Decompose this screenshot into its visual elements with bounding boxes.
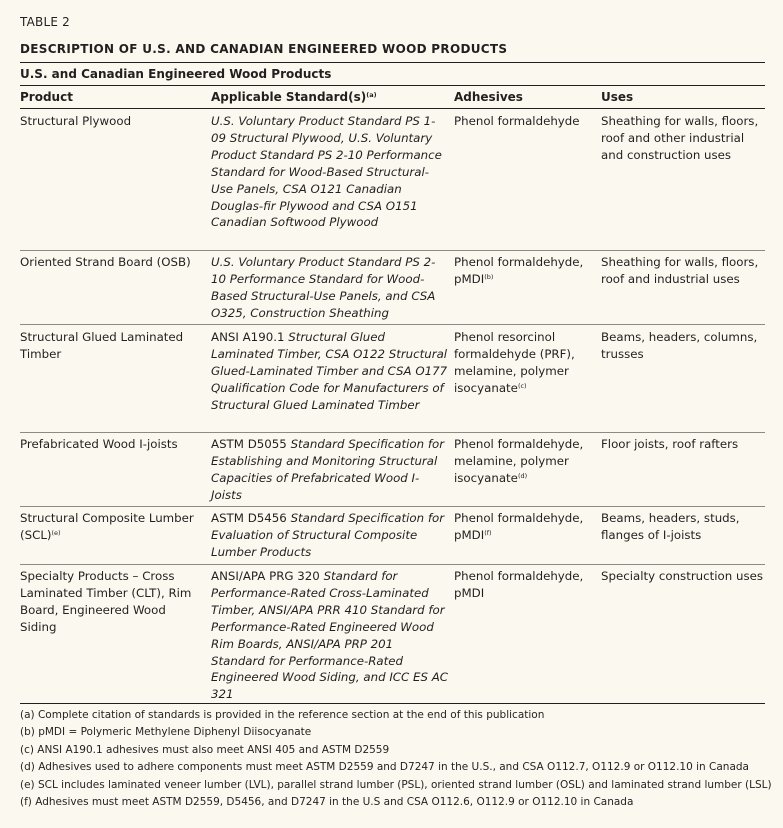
cell-standard [211, 568, 449, 703]
column-header-adhesives: Adhesives [454, 90, 523, 104]
adhesives-text: Phenol formaldehyde, pMDI [454, 255, 584, 286]
cell-standard [211, 510, 449, 561]
product-footnote: (e) [51, 528, 61, 537]
standard-id: ASTM D5456 [211, 511, 287, 525]
cell-standard [211, 254, 449, 322]
table-subtitle: U.S. and Canadian Engineered Wood Products [20, 67, 332, 81]
cell-adhesives [454, 113, 599, 130]
footnote: (b) pMDI = Polymeric Methylene Diphenyl Diisocyanate [20, 726, 312, 739]
product-text: Structural Composite Lumber (SCL) [20, 511, 194, 542]
standard-title: Standard Specification for Establishing and Monitoring Structural Capacities of Prefabricated Wood I-Joists [211, 437, 445, 502]
footnote: (f) Adhesives must meet ASTM D2559, D5456, and D7247 in the U.S and CSA O112.6, O112.9 or O112.10 in Canada [20, 796, 634, 809]
row-divider [20, 324, 765, 325]
standard-title: Structural Glued Laminated Timber, CSA O122 Structural Glued-Laminated Timber and CSA O177 Qualification Code for Manufacturers of Structural Glued Laminated Timber [211, 330, 448, 412]
adhesives-text: Phenol formaldehyde, melamine, polymer isocyanate [454, 437, 584, 485]
cell-product [20, 329, 205, 363]
row-divider [20, 250, 765, 251]
product-text: Prefabricated Wood I-joists [20, 437, 178, 451]
table-title: DESCRIPTION OF U.S. AND CANADIAN ENGINEERED WOOD PRODUCTS [20, 42, 508, 56]
adhesives-footnote: (b) [484, 272, 494, 281]
column-header-standard-footnote: (a) [366, 91, 377, 99]
standard-title: Standard for Performance-Rated Cross-Laminated Timber, ANSI/APA PRR 410 Standard for Performance-Rated Engineered Wood Rim Boards, ANSI/APA PRP 201 Standard for Performance-Rated Engineered Wood Siding, and ICC ES AC 321 [211, 569, 449, 702]
cell-uses: Beams, headers, columns, trusses [601, 330, 758, 361]
adhesives-footnote: (c) [517, 381, 527, 390]
cell-uses: Sheathing for walls, floors, roof and other industrial and construction uses [601, 114, 759, 162]
cell-standard [211, 436, 449, 504]
cell-product [20, 113, 205, 130]
title-rule [20, 62, 765, 63]
product-text: Oriented Strand Board (OSB) [20, 255, 191, 269]
column-header-product: Product [20, 90, 73, 104]
table-bottom-rule [20, 703, 765, 704]
cell-standard [211, 113, 449, 231]
footnote: (d) Adhesives used to adhere components must meet ASTM D2559 and D7247 in the U.S., and CSA O112.7, O112.9 or O112.10 in Canada [20, 761, 749, 774]
adhesives-text: Phenol formaldehyde, pMDI [454, 511, 584, 542]
footnote: (a) Complete citation of standards is provided in the reference section at the end of this publication [20, 709, 545, 721]
cell-product [20, 436, 205, 453]
cell-uses: Floor joists, roof rafters [601, 437, 739, 451]
cell-adhesives [454, 254, 599, 288]
footnote: (e) SCL includes laminated veneer lumber (LVL), parallel strand lumber (PSL), oriented strand lumber (OSL) and laminated strand lumber (LSL) [20, 778, 772, 791]
standard-title: U.S. Voluntary Product Standard PS 1-09 Structural Plywood, U.S. Voluntary Product Standard PS 2-10 Performance Standard for Wood-Based Structural-Use Panels, CSA O121 Canadian Douglas-fir Plywood and CSA O151 Canadian Softwood Plywood [211, 114, 442, 230]
standard-id: ANSI A190.1 [211, 330, 285, 344]
cell-adhesives [454, 568, 599, 602]
adhesives-footnote: (f) [484, 528, 492, 537]
row-divider [20, 506, 765, 507]
cell-adhesives [454, 436, 599, 487]
standard-id: ANSI/APA PRG 320 [211, 569, 320, 583]
adhesives-text: Phenol formaldehyde, pMDI [454, 569, 584, 600]
cell-uses: Beams, headers, studs, flanges of I-joists [601, 511, 740, 542]
cell-uses: Specialty construction uses [601, 569, 763, 583]
column-header-uses: Uses [601, 90, 634, 104]
product-text: Structural Glued Laminated Timber [20, 330, 184, 361]
table-label: TABLE 2 [20, 15, 70, 29]
cell-adhesives [454, 329, 599, 397]
cell-uses: Sheathing for walls, floors, roof and industrial uses [601, 255, 759, 286]
row-divider [20, 564, 765, 565]
product-text: Structural Plywood [20, 114, 132, 128]
column-header-standard [211, 90, 377, 104]
cell-product [20, 510, 205, 544]
row-divider [20, 432, 765, 433]
footnote: (c) ANSI A190.1 adhesives must also meet ANSI 405 and ASTM D2559 [20, 743, 390, 756]
cell-standard [211, 329, 449, 414]
cell-adhesives [454, 510, 599, 544]
product-text: Specialty Products – Cross Laminated Timber (CLT), Rim Board, Engineered Wood Siding [20, 569, 192, 634]
cell-product [20, 568, 205, 636]
header-rule [20, 108, 765, 109]
footnotes [20, 707, 772, 811]
cell-product [20, 254, 205, 271]
adhesives-text: Phenol formaldehyde [454, 114, 580, 128]
subtitle-rule [20, 85, 765, 86]
standard-title: U.S. Voluntary Product Standard PS 2-10 Performance Standard for Wood-Based Structural-Use Panels, and CSA O325, Construction Sheathing [211, 255, 436, 320]
adhesives-text: Phenol resorcinol formaldehyde (PRF), melamine, polymer isocyanate [454, 330, 575, 395]
adhesives-footnote: (d) [517, 471, 528, 480]
column-header-standard-label: Applicable Standard(s) [211, 90, 367, 104]
standard-title: Standard Specification for Evaluation of Structural Composite Lumber Products [211, 511, 445, 559]
standard-id: ASTM D5055 [211, 437, 287, 451]
